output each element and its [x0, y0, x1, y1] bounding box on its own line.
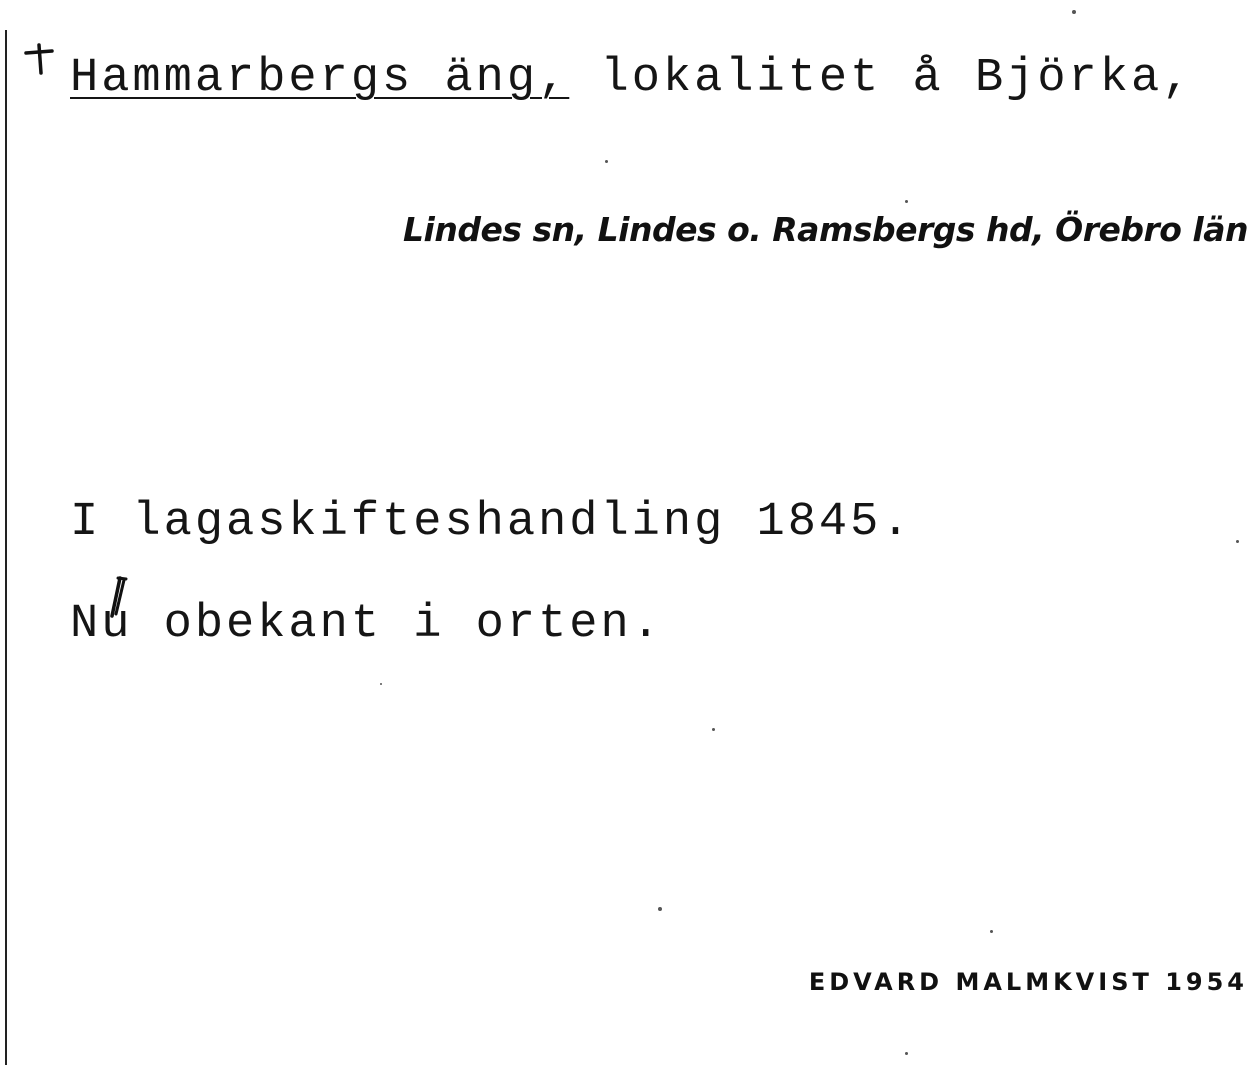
handwritten-cross-icon: [22, 42, 56, 76]
place-name: Hammarbergs äng,: [70, 52, 570, 105]
scan-speck: [658, 907, 662, 911]
status-note-text-wrap: [70, 598, 663, 651]
handwritten-accent-mark-icon: [106, 576, 128, 622]
place-description: lokalitet å Björka,: [569, 52, 1194, 105]
scan-speck: [1236, 540, 1239, 543]
author-stamp: EDVARD MALMKVIST 1954: [808, 968, 1248, 996]
scan-speck: [990, 930, 993, 933]
scan-speck: [380, 683, 382, 685]
parish-district-county-line: Lindes sn, Lindes o. Ramsbergs hd, Örebro län: [402, 210, 1248, 249]
status-note-line: [70, 598, 663, 651]
scan-speck: [1072, 10, 1076, 14]
card-left-edge-line: [5, 30, 7, 1065]
scan-speck: [712, 728, 715, 731]
scan-speck: [905, 200, 908, 203]
scan-speck: [905, 1052, 908, 1055]
card-heading: [70, 52, 1193, 105]
scan-speck: [605, 160, 608, 163]
status-note-text: Nu obekant i orten.: [70, 598, 663, 651]
source-record-line: I lagaskifteshandling 1845.: [70, 496, 913, 549]
